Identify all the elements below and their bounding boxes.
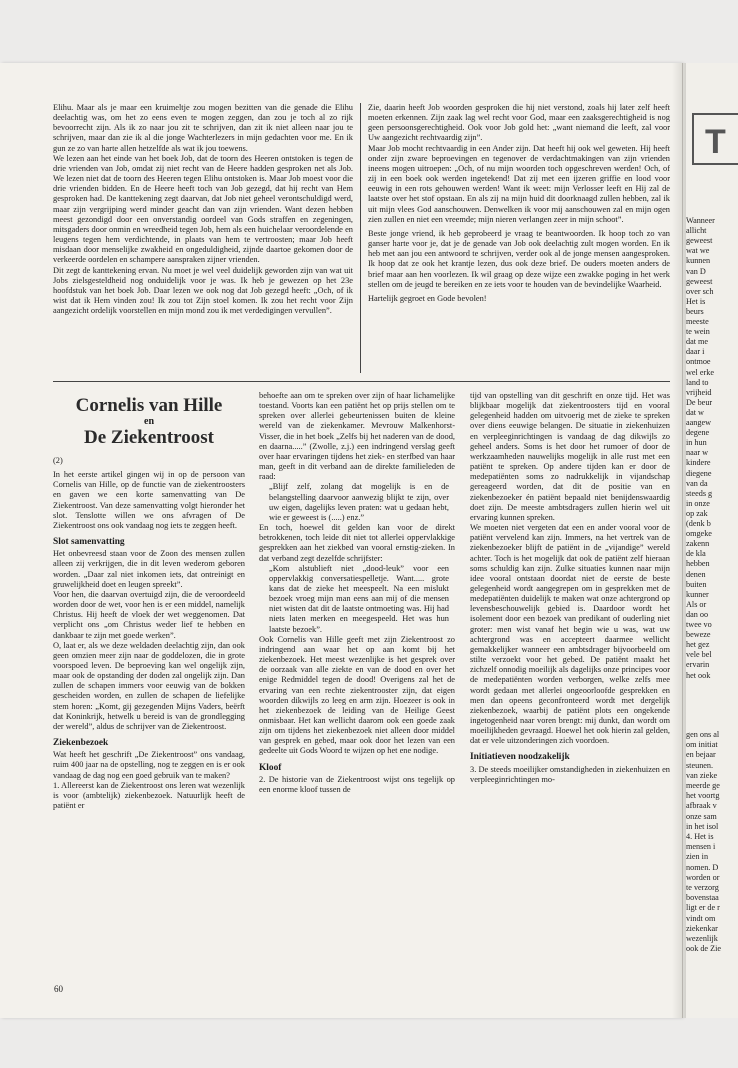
right-page-fragment: ontmoe [686, 357, 711, 367]
right-page-fragment: vindt om [686, 913, 716, 923]
right-page-fragment: meeste [686, 317, 709, 326]
article-col1-paragraph-3: O, laat er, als we deze weldaden deelachtig zijn, dan ook geen omzien meer zijn naar de goddelozen, die in grote voorspoed leven. De beproeving kan wel ongelijk zijn, maar ook de opstanding der doden zal ongelijk zijn. Dan zullen de schapen immers voor eeuwig van de bokken gescheiden worden, en zullen de schapen de liefelijke stem horen: „Komt, gij gezegenden Mijns Vaders, beërft dat Koninkrijk, hetwelk u bereid is van de grondlegging der wereld”, aldus de schrijver van de Ziekentroost. [53, 640, 245, 731]
top-left-paragraph-3: Dit zegt de kanttekening ervan. Nu moet je wel veel duidelijk geworden zijn van wat uit Jobs zielsgesteldheid nog onduidelijk voor je was. Ik heb je gewezen op het 23e hoofdstuk van het boek Job. Daar lezen we ook nog dat Job gezegd heeft: „Och, of ik wist dat ik Hem vinden zou! Ik zou tot Zijn stoel komen. Ik zou het recht voor Zijn aangezicht ordelijk voorstellen en mijn mond zou ik met verdedigingen vervullen”. [53, 265, 353, 316]
subheading-kloof: Kloof [259, 762, 282, 773]
article-title-line-1: Cornelis van Hille [75, 395, 223, 416]
top-column-divider [360, 103, 361, 373]
right-page-fragment: over sch [686, 286, 714, 296]
right-page-fragment: zakenn [686, 539, 710, 549]
right-page-fragment: onze sam [686, 811, 717, 821]
right-page-fragment: steeds g [686, 488, 713, 498]
right-page-fragment: afbraak v [686, 801, 717, 811]
right-page-fragment: te verzorg [686, 883, 719, 892]
right-page-fragment: nomen. D [686, 862, 719, 872]
right-page-fragment: bovenstaa [686, 893, 719, 903]
right-page-fragment: denen [686, 569, 706, 579]
right-page-fragment: worden or [686, 872, 720, 882]
right-page-fragment: dan oo [686, 609, 709, 619]
right-page-fragment: wel erke [686, 367, 714, 377]
right-page-fragment: Wanneer [686, 216, 715, 225]
article-col1-paragraph-1: Het onbevreesd staan voor de Zoon des mensen zullen alleen zij verkrijgen, die in dit leven wederom geboren worden. „Daar zal niet inkomen iets, dat ontreinigt en gruwelijkheid doet en leugen spreekt”. [53, 549, 245, 589]
right-page-fragment: gen ons al [686, 730, 720, 739]
right-page-fragment: Het is [686, 296, 706, 306]
right-page-fragment: beweze [686, 630, 711, 640]
article-col3-paragraph-3: 3. De steeds moeilijker omstandigheden in ziekenhuizen en verpleeginrichtingen mo- [470, 764, 670, 784]
right-page-fragment: in het isol [686, 821, 719, 831]
right-page-fragment: het voortg [686, 791, 720, 801]
right-page-fragment: ziekenkar [686, 923, 718, 933]
right-page-fragment: en bejaar [686, 750, 716, 760]
article-col2-paragraph-2: En toch, hoewel dit gelden kan voor de direkt betrokkenen, toch leide dit niet tot allerlei oppervlakkige gesprekken aan het ziekbed van vooral ernstig-zieken. In dat verband zegt dezelfde schrijfster: [259, 523, 455, 563]
page-number: 60 [54, 984, 63, 994]
right-page-fragment: omgeke [686, 529, 712, 539]
right-page-fragment: dat me [686, 337, 709, 347]
article-col3-paragraph-1: tijd van opstelling van dit geschrift en onze tijd. Het was blijkbaar mogelijk dat ziekentroosters tijd en vooral gelegenheid hadden om uitvoerig met de zieke te spreken over diens eeuwige belangen. De situatie in ziekenhuizen en verpleeginrichtingen is vandaag de dag dikwijls zo geheel anders. Soms is het door het rumoer of door de werkzaamheden nauwelijks mogelijk in alle rust met een patiënt te spreken. Op andere tijden kan er door de medepatiënten soms zo nadrukkelijk in vijandschap gereageerd worden, dat dit de positie van en ziekenbezoeker én patiënt bepaald niet benijdenswaardig doet zijn. De meeste ambtsdragers zullen hierin wel uit ervaring kunnen spreken. [470, 391, 670, 522]
right-page-fragment: kunner [686, 589, 709, 599]
right-page-fragment: diegene [686, 468, 712, 478]
article-col1-paragraph-2: Voor hen, die daarvan overtuigd zijn, die de veroordeeld worden door de wet, voor hen is er een middel, namelijk Christus. Hij heeft de vloek der wet weggenomen. Dat verplicht ons „om Christus weder lief te hebben en dankbaar te zijn met goede werken”. [53, 589, 245, 640]
subheading-slot-samenvatting: Slot samenvatting [53, 537, 125, 548]
page-gutter-shadow [672, 63, 686, 1018]
subheading-ziekenbezoek: Ziekenbezoek [53, 738, 109, 749]
article-col2-quote-2: „Kom alstublieft niet „dood-leuk” voor een oppervlakkig conversatiespelletje. Want..... grote kans dat de zieke het meespeelt. Na een mislukt bezoek vroeg mijn man eens aan mij of die mensen niet wisten dat dit de laatste ontmoeting was. Hij had niets laten merken en meegespeeld. Het was hun laatste bezoek”. [269, 563, 449, 634]
right-page-fragment: mensen i [686, 842, 716, 852]
top-left-column [53, 103, 353, 373]
article-column-1 [53, 395, 245, 980]
top-left-paragraph-1: Elihu. Maar als je maar een kruimeltje zou mogen bezitten van die genade die Elihu deelachtig was, om het zo eens even te mogen zeggen, dan zou je toch al zo rijk bevoorrecht zijn. Als ik zo naar jou zit te schrijven, dan zit ik niet alleen naar jou te schrijven, maar dan zie ik al die jonge Wachterlezers in mijn gedachten voor me. En ik gun ze zo van harte allen hetzelfde als wat ik jou toewens. [53, 103, 353, 153]
right-page-fragment: kindere [686, 458, 711, 468]
right-page-fragment: buiten [686, 579, 707, 589]
right-page-fragment: de kla [686, 549, 706, 559]
section-divider [53, 381, 670, 382]
right-page-fragment: naar w [686, 448, 709, 458]
article-column-3 [470, 391, 670, 981]
subheading-initiatieven: Initiatieven noodzakelijk [470, 752, 570, 763]
right-page-fragment: (denk b [686, 519, 711, 528]
right-page-fragment: beurs [686, 306, 704, 316]
right-page-fragment: wezenlijk [686, 934, 718, 943]
right-page-fragment: ook de Zie [686, 944, 722, 954]
right-page-fragment: De beur [686, 397, 713, 407]
right-page-fragment: kunnen [686, 256, 711, 266]
article-intro: In het eerste artikel gingen wij in op de persoon van Cornelis van Hille, op de functie van de ziekentroosters en gaven we een korte samenvatting van De Ziekentroost. Van deze samenvatting volgt hieronder het slot. Tenslotte willen we ons afvragen of De Ziekentroost ons ook vandaag nog iets te zeggen heeft. [53, 470, 245, 530]
right-page-fragment: in onze [686, 498, 710, 508]
article-col2-paragraph-1: behoefte aan om te spreken over zijn of haar lichamelijke toestand. Voorts kan een patiënt het op prijs stellen om te spreken over allerlei gebeurtenissen buiten de kleine wereld van de ziekenkamer. Mevrouw Malkenhorst-Visser, die in het boek „Zelfs bij het naderen van de dood, en daarna.....” (Zwolle, z.j.) een indringend verslag geeft over haar ervaringen tijdens het ziek- en sterfbed van haar man, geeft in dit verband aan de direkte familieleden de raad: [259, 391, 455, 482]
right-page-fragment: degene [686, 428, 710, 438]
right-page-fragment: aangew [686, 418, 712, 427]
right-page-fragment: van zieke [686, 770, 718, 780]
article-title-conjunction: en [144, 416, 154, 427]
top-left-paragraph-2: We lezen aan het einde van het boek Job, dat de toorn des Heeren ontstoken is tegen de drie vrienden van Job, omdat zij niet recht van de Heere hadden gesproken net als Job. We lezen niet dat de toorn des Heeren tegen Elihu ontstoken is. Maar Job moest voor die drie vrienden bidden. En de Heere heeft toch van Job gezegd, dat hij recht van Hem gesproken had. De kanttekening zegt daarvan, dat Job niet geheel verontschuldigd werd, maar zijn vergrijping werd minder geacht dan van zijn vrienden. Want dezen hebben meest gezondigd door een onverstandig oordeel van Gods straffen en zegeningen, mitsgaders door onmin en wreedheid tegen Job, hem als een huichelaar veroordelende en leugens tegen hem verdichtende, in plaats van hem te vertroosten; maar Job heeft misdaan door menselijke zwakheid en ongeduldigheid, zijnde daartoe gekomen door de verkeerde oordelen en schampere aanspraken zijner vrienden. [53, 153, 353, 265]
right-page-fragment: vrijheid [686, 387, 712, 397]
right-page-fragment: land to [686, 377, 709, 387]
right-page-fragment: ligt er de r [686, 903, 720, 913]
right-page-fragment: 4. Het is [686, 832, 714, 841]
right-page-fragment: te wein [686, 327, 710, 337]
right-page-fragment: om initiat [686, 740, 718, 750]
right-page-fragment: het ook [686, 670, 711, 680]
right-page-fragment: het gez [686, 640, 710, 650]
right-page-logo-letter: T [705, 123, 726, 161]
right-page-fragment: Als or [686, 599, 707, 609]
right-page-fragment: geweest [686, 236, 713, 246]
top-right-paragraph-2: Maar Job mocht rechtvaardig in een Ander zijn. Dat heeft hij ook wel geweten. Hij heeft onder zijn zware beproevingen en tegenover de verdachtmakingen van zijn vrienden ineens mogen uitroepen: „Och, of nu mijn woorden toch opgeschreven werden! Och, of zij in een boek ook werden ingetekend! Dat zij met een ijzeren griffie en lood voor eeuwig in een rots gehouwen werden! Want ik weet: mijn Verlosser leeft en Hij zal de laatste over het stof opstaan. En als zij na mijn huid dit doorknaagd zullen hebben, zal ik uit mijn vlees God aanschouwen. Denwelken ik voor mij aanschouwen zal en mijn ogen zien zullen en niet een vreemde; mijn nieren verlangen zeer in mijn schoot”. [368, 143, 670, 224]
right-page-fragment: twee vo [686, 620, 712, 629]
article-part-number: (2) [53, 456, 63, 465]
article-col1-paragraph-4: Wat heeft het geschrift „De Ziekentroost” ons vandaag, ruim 400 jaar na de opstelling, nog te zeggen en is er ook vandaag de dag nog een goed gebruik van te maken? [53, 750, 245, 780]
top-right-column [368, 103, 670, 373]
right-page-fragment: zien in [686, 852, 709, 862]
right-page-fragment: dat w [686, 407, 704, 417]
right-page-fragment: in hun [686, 438, 707, 448]
right-page-fragment: meerde ge [686, 781, 720, 790]
right-page-fragment: steunen. [686, 760, 714, 770]
article-col1-paragraph-5: 1. Allereerst kan de Ziekentroost ons leren wat wezenlijk is voor (ambtelijk) ziekenbezoek. Natuurlijk heeft de patiënt er [53, 780, 245, 810]
right-page-fragment: op zak [686, 508, 708, 518]
right-page-fragment: van da [686, 478, 708, 488]
right-page-fragment: geweest [686, 276, 713, 286]
right-page-fragment: vele bel [686, 650, 712, 660]
top-right-paragraph-1: Zie, daarin heeft Job woorden gesproken die hij niet verstond, zoals hij later zelf heeft moeten erkennen. Zijn zaak lag wel recht voor God, maar een zaaksgerechtigheid is nog geen persoonsgerechtigheid. Ook voor Job gold het: „want niemand die leeft, zal voor Uw aangezicht rechtvaardig zijn”. [368, 103, 670, 143]
right-page-fragment: daar i [686, 347, 705, 357]
article-col2-paragraph-4: 2. De historie van de Ziekentroost wijst ons tegelijk op een enorme kloof tussen de [259, 774, 455, 794]
top-right-paragraph-3: Beste jonge vriend, ik heb geprobeerd je vraag te beantwoorden. Ik hoop toch zo van ganser harte voor je, dat je de genade van Job ook deelachtig zult mogen worden. En ik heb met aan jou een antwoord te schrijven, verder ook al de jonge mensen aangesproken. Ik hoop dat ze ook het krantje lezen, dus ook deze brief. De ouders moeten anders de brief maar aan hen voorlezen. Ik wil graag op deze wijze een zwakke poging in het werk stellen om de jeugd te bereiken en ze iets voor te houden van de bevindelijke Waarheid. [368, 228, 670, 289]
right-page-fragment: allicht [686, 226, 707, 236]
right-page-fragment: hebben [686, 559, 710, 569]
article-col2-paragraph-3: Ook Cornelis van Hille geeft met zijn Ziekentroost zo indringend aan waar het op aan komt bij het ziekenbezoek. Het meest wezenlijke is het gesprek over de oorzaak van alle ziekte en van de dood en over het enige Redmiddel tegen de dood! Overigens zal het de ervaring van een rechte ziekentrooster zijn, dat eigen woorden dikwijls zo leeg en arm zijn. Hoezeer is ook in het ziekenbezoek de leiding van de Heilige Geest onmisbaar. Het kan wellicht daarom ook een goede zaak zijn om tijdens het ziekenbezoek niet alleen door middel van gesprek en gebed, maar ook door het lezen van een gedeelte uit Gods Woord te wijzen op het ene nodige. [259, 634, 455, 756]
article-col3-paragraph-2: We moeten niet vergeten dat een en ander vooral voor de patiënt vervelend kan zijn. Immers, na het vertrek van de ziekenbezoeker blijft de patiënt in de „vijandige” wereld achter. Toch is het mogelijk dat ook de patiënt zelf hieraan soms schuldig kan zijn. Zulke situaties kunnen naar mijn idee vooral ontstaan doordat niet de eerste de beste gelegenheid wordt aangegrepen om in gesprekken met de medepatiënten duidelijk te maken wat onze achtergrond op levensbeschouwelijk gebied is. Daardoor wordt het isolement door een bezoek van predikant of ouderling niet groter: men wist vanaf het begin wie u was, wat uw achtergrond was en accepteert daarmee wellicht gemakkelijker wanneer een ambtsdrager bijvoorbeeld om stilte verzoekt voor het gebed. De patiënt maakt het zichzelf onnodig moeilijk als dagelijks onze principes voor de medepatiënten worden verborgen, welke zelfs mee wordt gedaan met allerlei ongeoorloofde gesprekken en men dan opeens geconfronteerd wordt met dergelijk ziekenbezoek, waarbij de patiënt plots een ongekende ingetogenheid naar voren brengt: mij dunkt, dan wordt om moeilijkheden gevraagd. Hoewel het ook hierin zal gelden, dat er vele uitzonderingen zich voordoen. [470, 523, 670, 746]
right-page-fragment: van D [686, 266, 706, 276]
article-title-line-2: De Ziekentroost [84, 427, 214, 448]
article-col2-quote-1: „Blijf zelf, zolang dat mogelijk is en de belangstelling daarvoor aanwezig blijkt te zijn, over uw eigen, dagelijks leven praten: wat u gedaan hebt, wie er geweest is (.....) enz.” [269, 482, 449, 522]
article-column-2 [259, 391, 455, 981]
top-right-closing: Hartelijk gegroet en Gode bevolen! [368, 293, 487, 303]
right-page-fragment: ervarin [686, 660, 710, 670]
right-page-fragment: wat we [686, 246, 710, 256]
